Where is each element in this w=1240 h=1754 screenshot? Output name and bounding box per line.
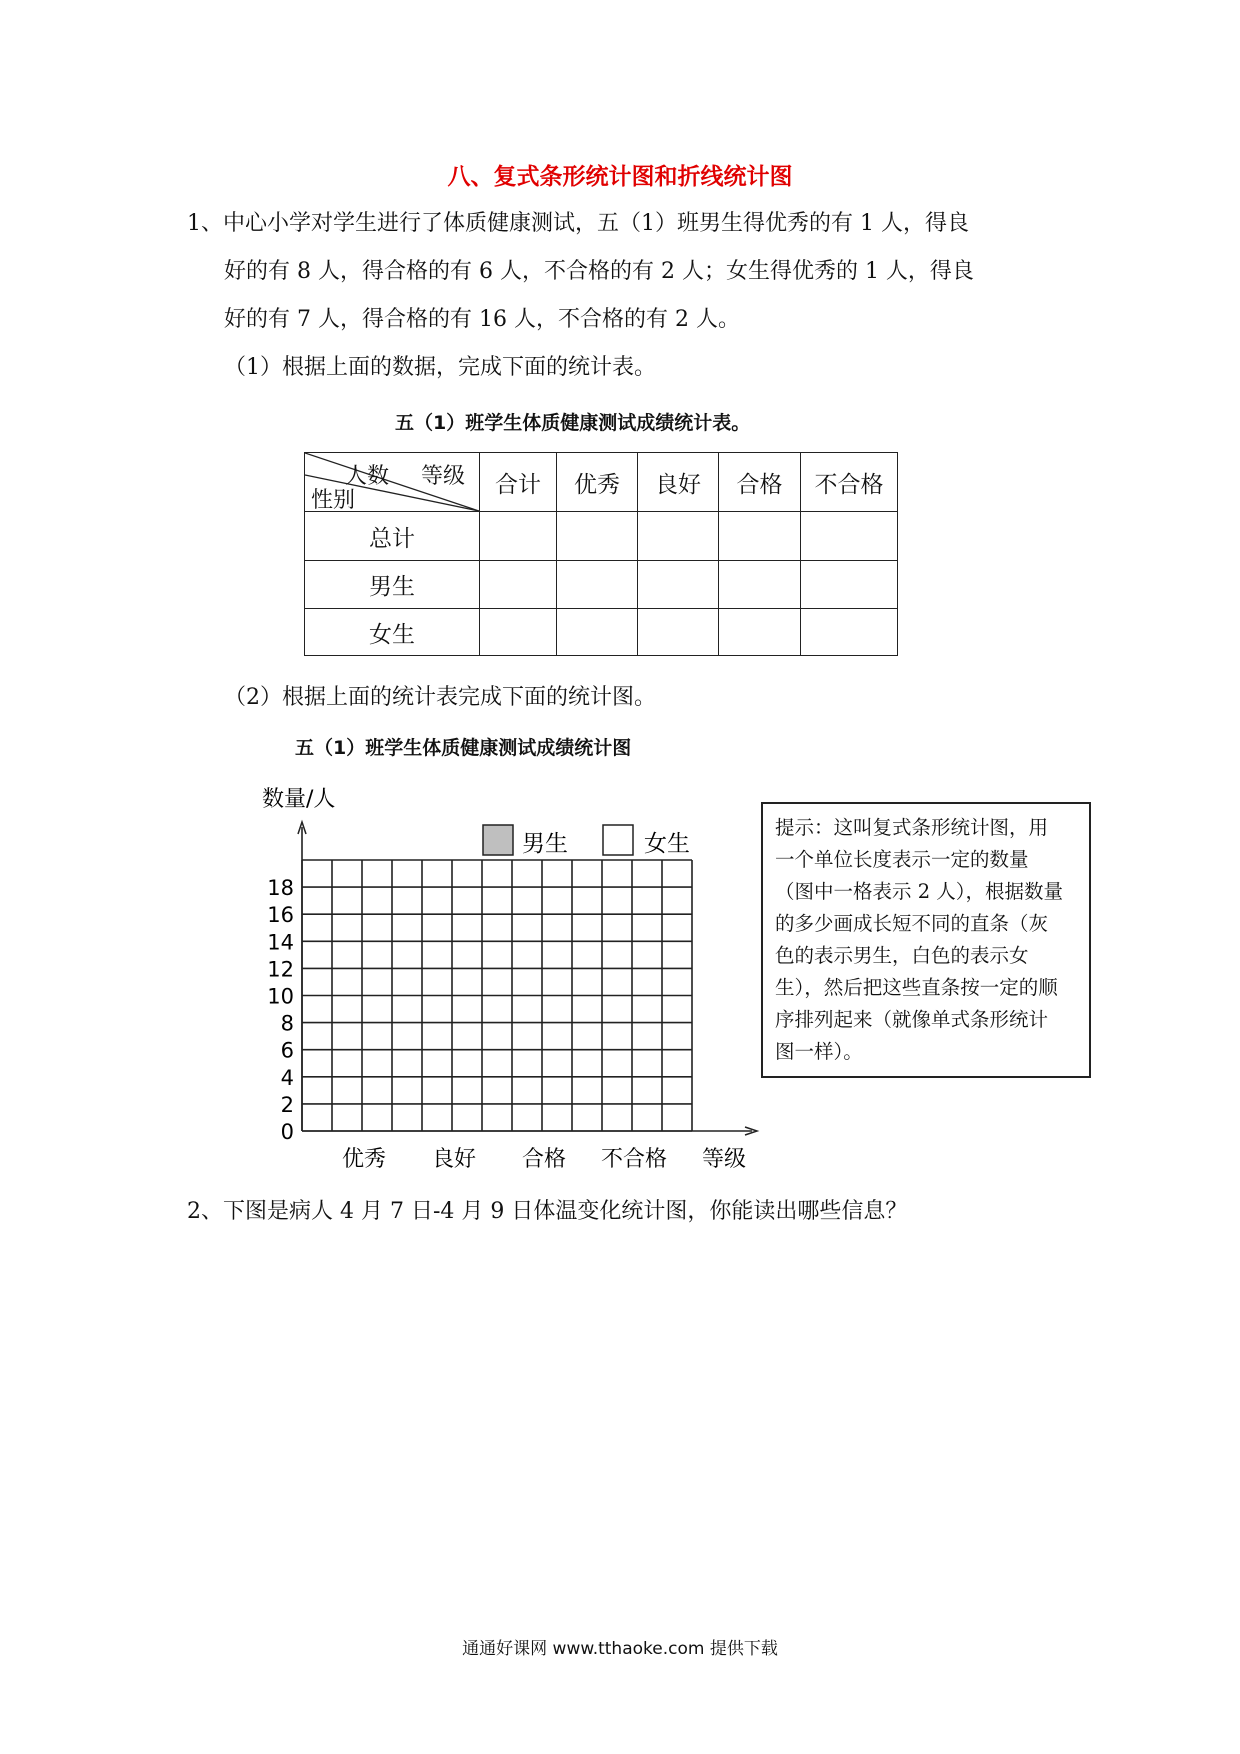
y-tick-label: 6 xyxy=(280,1038,294,1063)
question-1-line-3: 好的有 7 人，得合格的有 16 人，不合格的有 2 人。 xyxy=(224,307,740,332)
question-1-part-1: （1）根据上面的数据，完成下面的统计表。 xyxy=(224,355,656,380)
corner-label-grade: 等级 xyxy=(421,464,466,489)
column-header: 优秀 xyxy=(557,453,638,512)
table-title: 五（1）班学生体质健康测试成绩统计表。 xyxy=(395,412,751,434)
hint-line: 一个单位长度表示一定的数量 xyxy=(775,848,1029,871)
question-1-line-2: 好的有 8 人，得合格的有 6 人，不合格的有 2 人；女生得优秀的 1 人，得良 xyxy=(224,259,974,284)
question-2: 2、下图是病人 4 月 7 日-4 月 9 日体温变化统计图，你能读出哪些信息？ xyxy=(187,1199,908,1224)
y-tick-label: 0 xyxy=(280,1120,294,1144)
hint-line: 提示：这叫复式条形统计图，用 xyxy=(775,816,1049,839)
footer-credit: 通通好课网 www.tthaoke.com 提供下载 xyxy=(462,1639,778,1659)
y-tick-label: 18 xyxy=(267,876,294,901)
y-tick-label: 12 xyxy=(267,957,294,982)
column-header: 不合格 xyxy=(801,453,898,512)
hint-line: 图一样）。 xyxy=(775,1040,863,1063)
legend-label-girls: 女生 xyxy=(644,831,690,857)
page-heading: 八、复式条形统计图和折线统计图 xyxy=(447,164,793,190)
x-tick-label: 不合格 xyxy=(600,1147,668,1172)
hint-line: 生），然后把这些直条按一定的顺 xyxy=(775,976,1058,999)
hint-line: 的多少画成长短不同的直条（灰 xyxy=(775,912,1049,935)
y-tick-label: 2 xyxy=(280,1092,294,1117)
row-header: 女生 xyxy=(305,609,480,656)
y-tick-label: 4 xyxy=(280,1065,294,1090)
chart-title: 五（1）班学生体质健康测试成绩统计图 xyxy=(295,737,632,759)
legend-label-boys: 男生 xyxy=(522,831,568,857)
question-1-line-1: 1、中心小学对学生进行了体质健康测试，五（1）班男生得优秀的有 1 人，得良 xyxy=(187,211,969,236)
hint-line: （图中一格表示 2 人），根据数量 xyxy=(775,880,1064,903)
corner-label-count: 人数 xyxy=(345,464,390,489)
row-header: 男生 xyxy=(305,561,480,609)
hint-box xyxy=(761,802,1091,1078)
column-header: 合计 xyxy=(480,453,557,512)
y-axis-label: 数量/人 xyxy=(262,787,336,812)
row-header: 总计 xyxy=(305,512,480,561)
column-header: 合格 xyxy=(719,453,801,512)
question-1-part-2: （2）根据上面的统计表完成下面的统计图。 xyxy=(224,685,656,710)
y-tick-label: 14 xyxy=(267,930,294,955)
legend-swatch-girls xyxy=(603,825,633,855)
legend-swatch-boys xyxy=(483,825,513,855)
column-header: 良好 xyxy=(638,453,719,512)
x-axis-label: 等级 xyxy=(702,1147,747,1172)
hint-line: 序排列起来（就像单式条形统计 xyxy=(775,1008,1049,1031)
x-tick-label: 优秀 xyxy=(341,1147,387,1172)
chart-legend xyxy=(483,825,690,857)
x-tick-label: 良好 xyxy=(431,1147,477,1172)
x-tick-label: 合格 xyxy=(521,1147,567,1172)
y-tick-label: 8 xyxy=(280,1011,294,1036)
corner-label-gender: 性别 xyxy=(311,488,356,513)
y-tick-label: 16 xyxy=(267,903,294,928)
y-tick-label: 10 xyxy=(267,984,294,1009)
hint-line: 色的表示男生，白色的表示女 xyxy=(775,944,1029,967)
